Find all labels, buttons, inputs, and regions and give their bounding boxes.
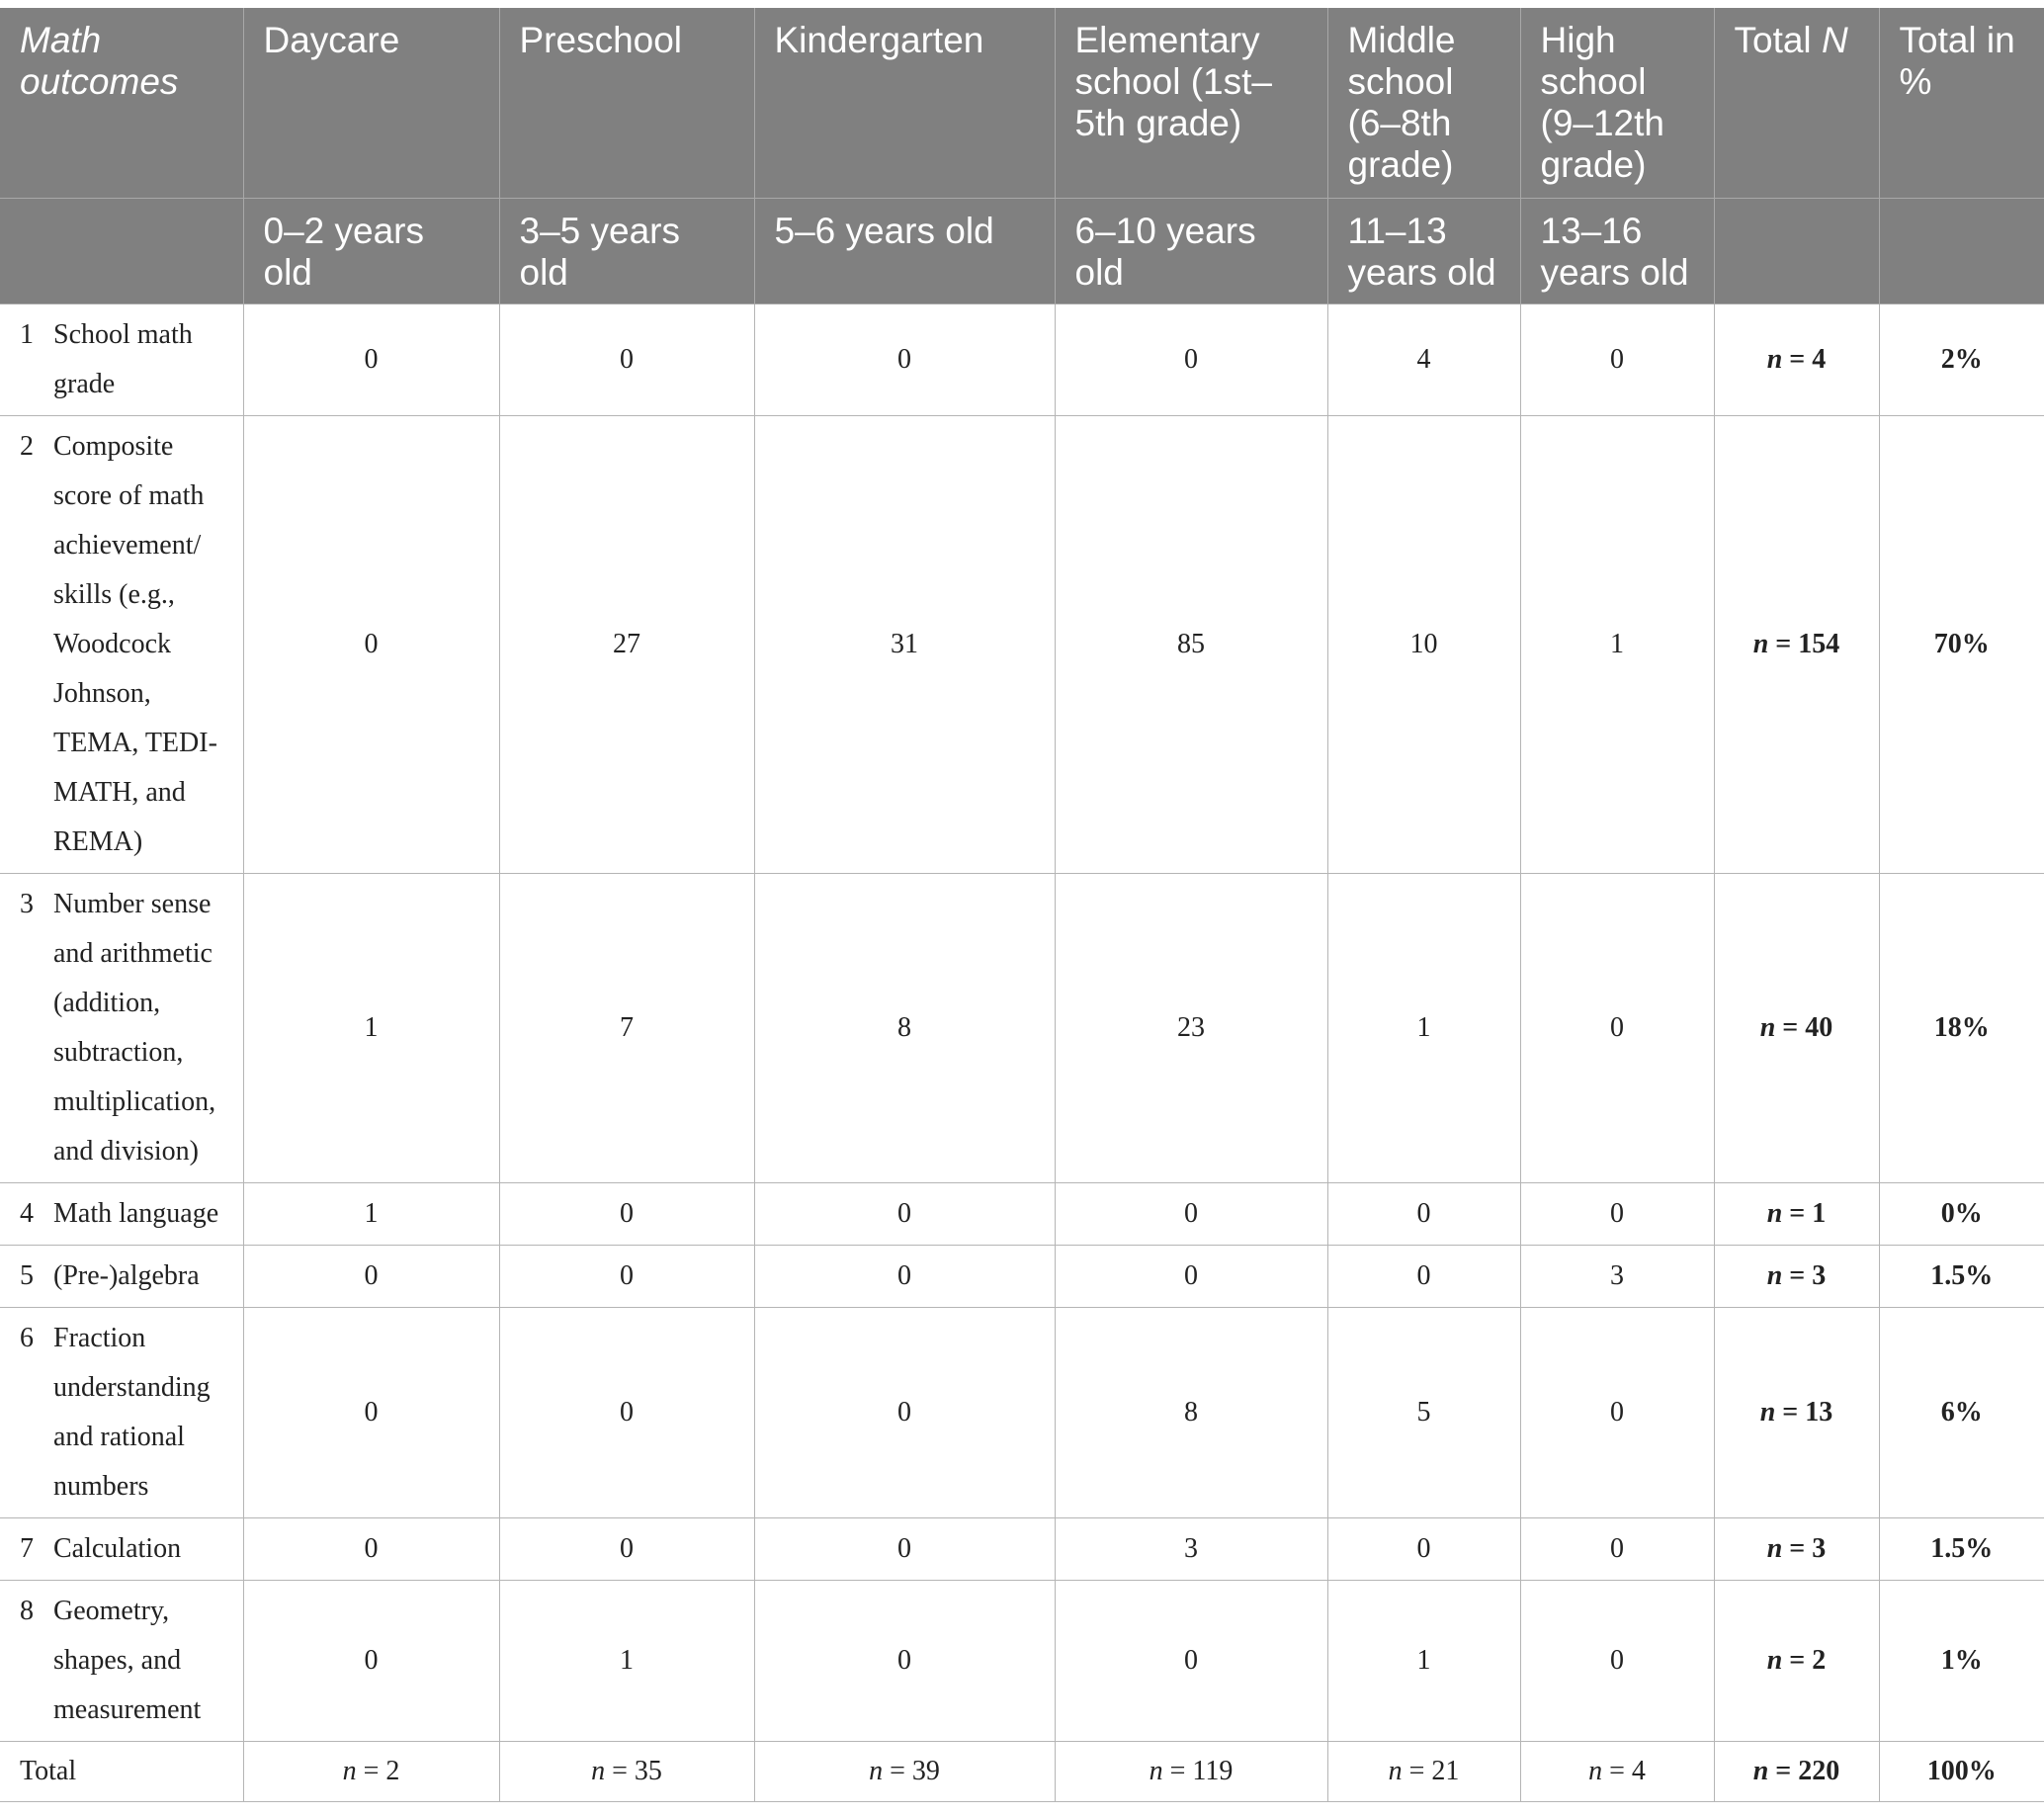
n-equals: = [1768,1756,1799,1786]
cell-elementary: 23 [1055,874,1327,1183]
cell-high-school: 0 [1520,1308,1714,1518]
n-value: 119 [1192,1756,1234,1786]
header-total-n-italic: N [1821,20,1848,60]
n-value: 154 [1798,629,1840,659]
row-number: 3 [20,889,34,919]
cell-high-school: 3 [1520,1246,1714,1308]
n-equals: = [1782,1645,1813,1676]
age-daycare: 0–2 years old [243,199,499,304]
n-symbol: n [1388,1756,1403,1786]
cell-preschool: 27 [499,416,754,874]
total-high-school [1520,1742,1714,1802]
total-row [0,1742,2044,1802]
header-math-outcomes: Math outcomes [0,8,243,199]
row-label-cell [0,304,243,416]
cell-total-pct: 70% [1879,416,2044,874]
row-label-cell [0,1308,243,1518]
row-label-cell [0,874,243,1183]
cell-elementary: 85 [1055,416,1327,874]
n-symbol: n [1766,344,1783,375]
cell-middle-school: 10 [1327,416,1520,874]
n-value: 2 [385,1756,400,1786]
age-kindergarten: 5–6 years old [754,199,1055,304]
total-middle-school [1327,1742,1520,1802]
cell-kindergarten: 0 [754,1183,1055,1246]
cell-daycare: 1 [243,1183,499,1246]
cell-preschool: 0 [499,304,754,416]
table-row [0,1581,2044,1742]
cell-preschool: 0 [499,1308,754,1518]
n-value: 35 [634,1756,662,1786]
cell-middle-school: 0 [1327,1518,1520,1581]
n-value: 4 [1812,344,1827,375]
cell-kindergarten: 0 [754,1246,1055,1308]
cell-total-pct: 1% [1879,1581,2044,1742]
n-equals: = [1602,1756,1632,1786]
cell-total-n [1714,1246,1879,1308]
age-preschool: 3–5 years old [499,199,754,304]
n-value: 4 [1631,1756,1646,1786]
table-row [0,304,2044,416]
cell-elementary: 3 [1055,1518,1327,1581]
total-pct: 100% [1879,1742,2044,1802]
header-row [0,8,2044,199]
n-symbol: n [1766,1645,1783,1676]
row-number: 8 [20,1596,34,1626]
cell-elementary: 8 [1055,1308,1327,1518]
table-row [0,416,2044,874]
header-kindergarten: Kindergarten [754,8,1055,199]
row-label-cell [0,1581,243,1742]
cell-high-school: 1 [1520,416,1714,874]
cell-total-pct: 18% [1879,874,2044,1183]
cell-daycare: 0 [243,416,499,874]
cell-total-pct: 0% [1879,1183,2044,1246]
n-value: 3 [1812,1533,1827,1564]
age-elementary: 6–10 years old [1055,199,1327,304]
cell-daycare: 0 [243,1308,499,1518]
n-value: 40 [1805,1012,1833,1043]
row-label-cell [0,1518,243,1581]
table-row [0,1183,2044,1246]
total-kindergarten [754,1742,1055,1802]
cell-total-n [1714,874,1879,1183]
cell-total-pct: 6% [1879,1308,2044,1518]
cell-preschool: 1 [499,1581,754,1742]
n-equals: = [1782,1533,1813,1564]
row-label: Composite score of math achievement/ skills (e.g., Woodcock Johnson, TEMA, TEDI-MATH, and REMA) [53,431,217,857]
cell-daycare: 0 [243,1518,499,1581]
cell-middle-school: 5 [1327,1308,1520,1518]
n-value: 2 [1812,1645,1827,1676]
n-equals: = [883,1756,912,1786]
cell-kindergarten: 31 [754,416,1055,874]
cell-kindergarten: 0 [754,1518,1055,1581]
row-number: 6 [20,1323,34,1353]
age-blank [0,199,243,304]
row-label: Number sense and arithmetic (addition, subtraction, multiplication, and division) [53,889,216,1167]
table-row [0,1308,2044,1518]
row-label: School math grade [53,319,193,399]
n-value: 3 [1812,1260,1827,1291]
header-daycare: Daycare [243,8,499,199]
row-label: (Pre-)algebra [53,1260,200,1291]
cell-preschool: 0 [499,1518,754,1581]
total-n [1714,1742,1879,1802]
header-total-pct: Total in % [1879,8,2044,199]
age-blank-total-n [1714,199,1879,304]
header-middle-school: Middle school (6–8th grade) [1327,8,1520,199]
math-outcomes-table [0,8,2044,1802]
n-symbol: n [1766,1260,1783,1291]
total-daycare [243,1742,499,1802]
cell-daycare: 1 [243,874,499,1183]
row-number: 5 [20,1260,34,1291]
cell-daycare: 0 [243,304,499,416]
cell-middle-school: 0 [1327,1183,1520,1246]
header-total-n-prefix: Total [1734,20,1822,60]
n-symbol: n [1752,629,1769,659]
row-label: Calculation [53,1533,182,1564]
n-equals: = [1782,1198,1813,1229]
n-equals: = [1402,1756,1432,1786]
total-label: Total [0,1742,243,1802]
table-row [0,1518,2044,1581]
cell-high-school: 0 [1520,1183,1714,1246]
cell-middle-school: 1 [1327,1581,1520,1742]
row-label: Math language [53,1198,219,1229]
cell-high-school: 0 [1520,1581,1714,1742]
cell-high-school: 0 [1520,874,1714,1183]
n-equals: = [1782,344,1813,375]
n-value: 13 [1805,1397,1833,1428]
n-equals: = [1782,1260,1813,1291]
total-elementary [1055,1742,1327,1802]
row-number: 2 [20,431,34,462]
n-equals: = [1768,629,1799,659]
n-equals: = [356,1756,386,1786]
cell-middle-school: 4 [1327,304,1520,416]
row-label-cell [0,416,243,874]
cell-high-school: 0 [1520,1518,1714,1581]
cell-kindergarten: 8 [754,874,1055,1183]
cell-kindergarten: 0 [754,304,1055,416]
row-label-cell [0,1183,243,1246]
cell-preschool: 0 [499,1246,754,1308]
cell-high-school: 0 [1520,304,1714,416]
cell-kindergarten: 0 [754,1308,1055,1518]
n-symbol: n [1759,1012,1776,1043]
n-symbol: n [1759,1397,1776,1428]
table-row [0,1246,2044,1308]
age-middle-school: 11–13 years old [1327,199,1520,304]
age-row [0,199,2044,304]
table-body [0,304,2044,1802]
row-label: Geometry, shapes, and measurement [53,1596,202,1725]
cell-elementary: 0 [1055,1581,1327,1742]
header-elementary: Elementary school (1st–5th grade) [1055,8,1327,199]
cell-total-n [1714,416,1879,874]
cell-elementary: 0 [1055,304,1327,416]
n-equals: = [605,1756,635,1786]
header-total-n [1714,8,1879,199]
n-equals: = [1775,1397,1806,1428]
n-value: 39 [911,1756,940,1786]
n-symbol: n [342,1756,357,1786]
row-label: Fraction understanding and rational numbers [53,1323,211,1502]
n-equals: = [1162,1756,1193,1786]
n-symbol: n [591,1756,606,1786]
cell-total-pct: 1.5% [1879,1518,2044,1581]
n-symbol: n [1766,1533,1783,1564]
cell-middle-school: 0 [1327,1246,1520,1308]
cell-elementary: 0 [1055,1183,1327,1246]
cell-total-pct: 1.5% [1879,1246,2044,1308]
n-value: 21 [1431,1756,1460,1786]
n-value: 1 [1812,1198,1827,1229]
cell-total-pct: 2% [1879,304,2044,416]
cell-daycare: 0 [243,1246,499,1308]
age-blank-total-pct [1879,199,2044,304]
cell-total-n [1714,1183,1879,1246]
cell-daycare: 0 [243,1581,499,1742]
row-number: 1 [20,319,34,350]
row-label-cell [0,1246,243,1308]
cell-total-n [1714,304,1879,416]
age-high-school: 13–16 years old [1520,199,1714,304]
n-symbol: n [1149,1756,1163,1786]
cell-middle-school: 1 [1327,874,1520,1183]
cell-elementary: 0 [1055,1246,1327,1308]
row-number: 7 [20,1533,34,1564]
header-preschool: Preschool [499,8,754,199]
header-high-school: High school (9–12th grade) [1520,8,1714,199]
table-row [0,874,2044,1183]
n-symbol: n [1766,1198,1783,1229]
row-number: 4 [20,1198,34,1229]
n-equals: = [1775,1012,1806,1043]
cell-total-n [1714,1308,1879,1518]
cell-total-n [1714,1518,1879,1581]
n-symbol: n [869,1756,884,1786]
n-symbol: n [1752,1756,1769,1786]
n-symbol: n [1588,1756,1603,1786]
cell-kindergarten: 0 [754,1581,1055,1742]
cell-total-n [1714,1581,1879,1742]
total-preschool [499,1742,754,1802]
n-value: 220 [1798,1756,1840,1786]
cell-preschool: 0 [499,1183,754,1246]
cell-preschool: 7 [499,874,754,1183]
